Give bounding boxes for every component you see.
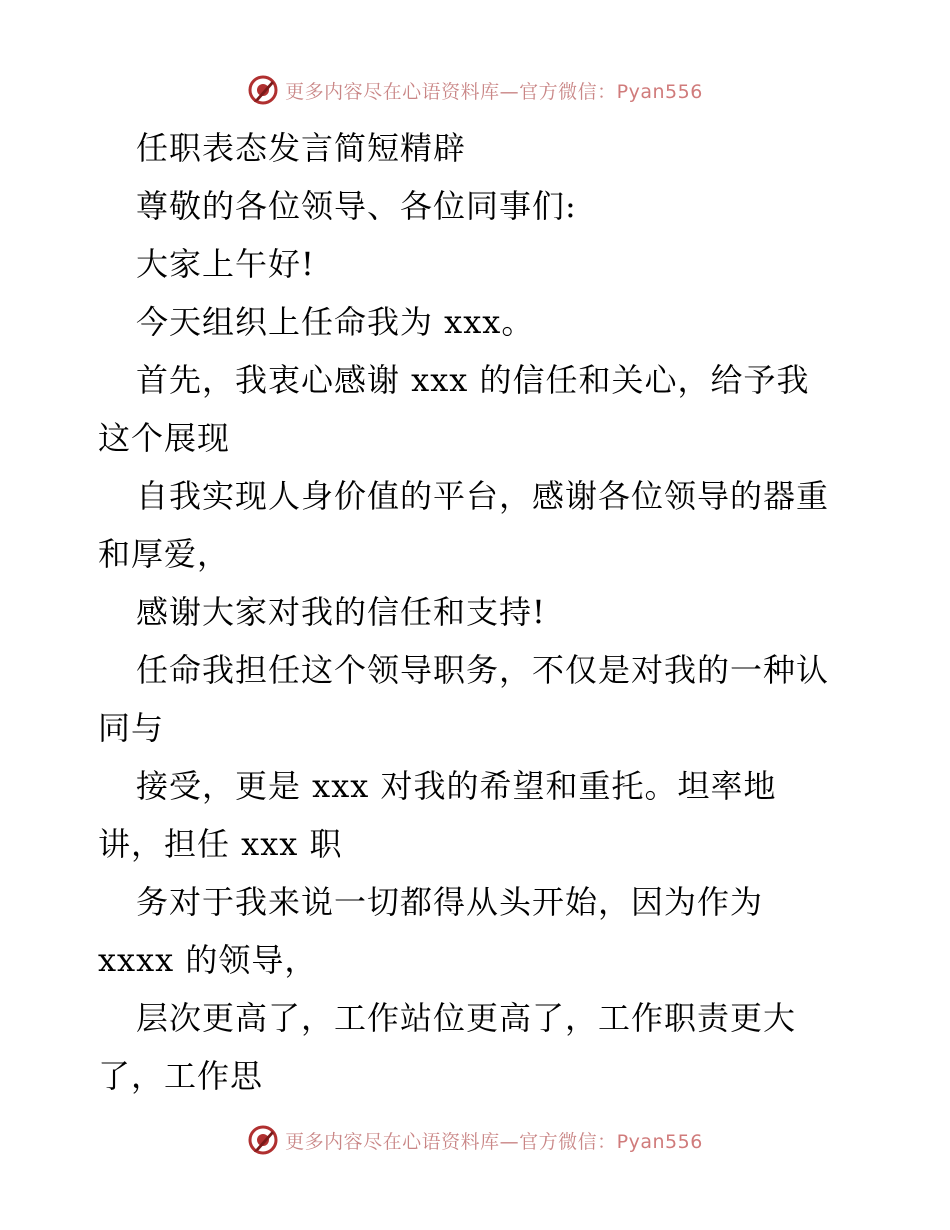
text-line: xxxx 的领导， (98, 941, 318, 979)
watermark-text: 更多内容尽在心语资料库—官方微信：Pyan556 (285, 1130, 703, 1153)
text-line: 务对于我来说一切都得从头开始，因为作为 (136, 883, 764, 921)
text-line: 层次更高了，工作站位更高了，工作职责更大 (136, 999, 797, 1037)
text-line: 这个展现 (98, 419, 231, 457)
text-line: 任命我担任这个领导职务，不仅是对我的一种认 (136, 651, 830, 689)
text-line: 接受，更是 xxx 对我的希望和重托。坦率地 (136, 767, 777, 805)
text-line: 和厚爱， (98, 535, 231, 573)
greeting: 大家上午好! (136, 245, 315, 283)
text-line: 同与 (98, 709, 165, 747)
document-title: 任职表态发言简短精辟 (136, 129, 467, 167)
text-line: 今天组织上任命我为 xxx。 (136, 303, 535, 341)
watermark-wechat-id: Pyan556 (616, 80, 703, 103)
pen-logo-icon (247, 1124, 279, 1156)
footer-watermark (0, 1122, 950, 1158)
text-line: 自我实现人身价值的平台，感谢各位领导的器重 (136, 477, 830, 515)
text-line: 感谢大家对我的信任和支持! (136, 593, 546, 631)
watermark-text: 更多内容尽在心语资料库—官方微信：Pyan556 (285, 80, 703, 103)
pen-logo-icon (247, 74, 279, 106)
text-line: 讲，担任 xxx 职 (98, 825, 343, 863)
watermark-wechat-id: Pyan556 (616, 1130, 703, 1153)
text-line: 首先，我衷心感谢 xxx 的信任和关心，给予我 (136, 361, 810, 399)
header-watermark (0, 72, 950, 108)
text-line: 了，工作思 (98, 1057, 264, 1095)
salutation: 尊敬的各位领导、各位同事们: (136, 187, 577, 225)
